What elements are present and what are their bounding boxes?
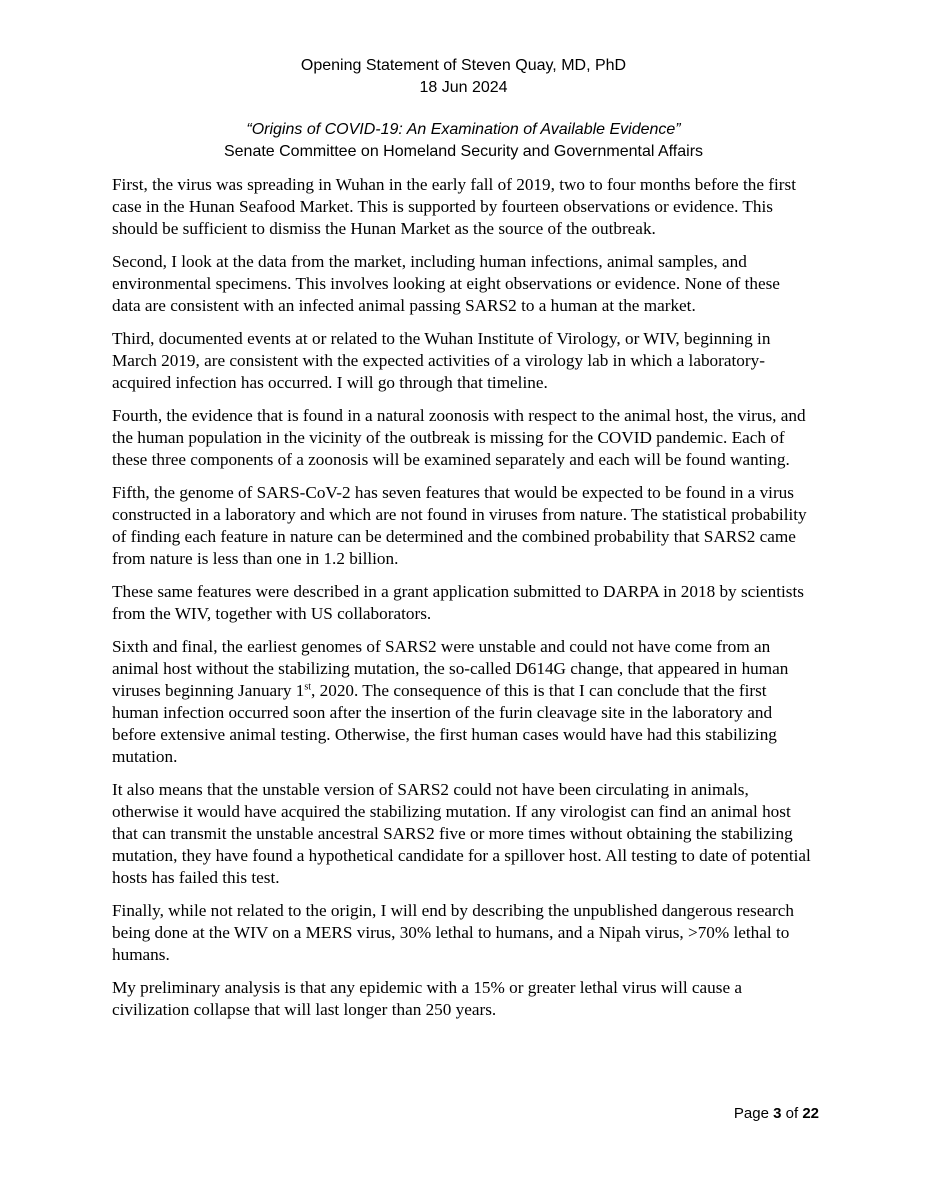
- statement-date: 18 Jun 2024: [419, 79, 508, 96]
- paragraph-fourth: Fourth, the evidence that is found in a natural zoonosis with respect to the animal host, the virus, and the human population in the vicinity of the outbreak is missing for the COVID pandemic. Each of these three components of a zoonosis will be examined separately and each will be found wanting.: [112, 406, 806, 469]
- paragraph-unstable-version: It also means that the unstable version of SARS2 could not have been circulating in animals, otherwise it would have acquired the stabilizing mutation. If any virologist can find an animal host that can transmit the unstable ancestral SARS2 five or more times without obtaining the stabilizing mutation, they have found a hypothetical candidate for a spillover host. All testing to date of potential hosts has failed this test.: [112, 780, 811, 887]
- paragraph-fifth: Fifth, the genome of SARS-CoV-2 has seven features that would be expected to be found in a virus constructed in a laboratory and which are not found in viruses from nature. The statistical probability of finding each feature in nature can be determined and the combined probability that SARS2 came from nature is less than one in 1.2 billion.: [112, 483, 807, 568]
- header-spacer: [0, 99, 927, 119]
- paragraph-preliminary-analysis: My preliminary analysis is that any epidemic with a 15% or greater lethal virus will cause a civilization collapse that will last longer than 250 years.: [112, 978, 743, 1019]
- ordinal-superscript: st: [304, 681, 312, 693]
- statement-title: Opening Statement of Steven Quay, MD, PhD: [300, 57, 627, 74]
- document-header: [0, 55, 927, 163]
- hearing-title: “Origins of COVID-19: An Examination of Available Evidence”: [246, 121, 681, 138]
- page-label: Page: [733, 1105, 769, 1122]
- paragraph-sixth-text-a: Sixth and final, the earliest genomes of SARS2 were unstable and could not have come from an animal host without the stabilizing mutation, the so-called D614G change, that appeared in human viruses beginning January 1: [112, 637, 789, 700]
- document-body: [112, 174, 812, 1032]
- paragraph-finally: Finally, while not related to the origin, I will end by describing the unpublished dangerous research being done at the WIV on a MERS virus, 30% lethal to humans, and a Nipah virus, >70% lethal to humans.: [112, 901, 794, 964]
- paragraph-sixth-text-b: , 2020. The consequence of this is that I can conclude that the first human infection occurred soon after the insertion of the furin cleavage site in the laboratory and before extensive animal testing. Otherwise, the first human cases would have had this stabilizing mutation.: [112, 681, 777, 766]
- committee-name: Senate Committee on Homeland Security and Governmental Affairs: [223, 143, 704, 160]
- paragraph-first: First, the virus was spreading in Wuhan in the early fall of 2019, two to four months before the first case in the Hunan Seafood Market. This is supported by fourteen observations or evidence. This should be sufficient to dismiss the Hunan Market as the source of the outbreak.: [112, 175, 796, 238]
- paragraph-third: Third, documented events at or related to the Wuhan Institute of Virology, or WIV, beginning in March 2019, are consistent with the expected activities of a virology lab in which a laboratory-acquired infection has occurred. I will go through that timeline.: [112, 329, 771, 392]
- page-total: 22: [802, 1105, 819, 1122]
- page-number: 3: [773, 1105, 782, 1122]
- of-label: of: [785, 1105, 799, 1122]
- page-footer: [734, 1104, 819, 1124]
- paragraph-sixth: [112, 636, 812, 768]
- paragraph-darpa: These same features were described in a grant application submitted to DARPA in 2018 by scientists from the WIV, together with US collaborators.: [112, 582, 804, 623]
- paragraph-second: Second, I look at the data from the market, including human infections, animal samples, and environmental specimens. This involves looking at eight observations or evidence. None of these data are consistent with an infected animal passing SARS2 to a human at the market.: [112, 252, 780, 315]
